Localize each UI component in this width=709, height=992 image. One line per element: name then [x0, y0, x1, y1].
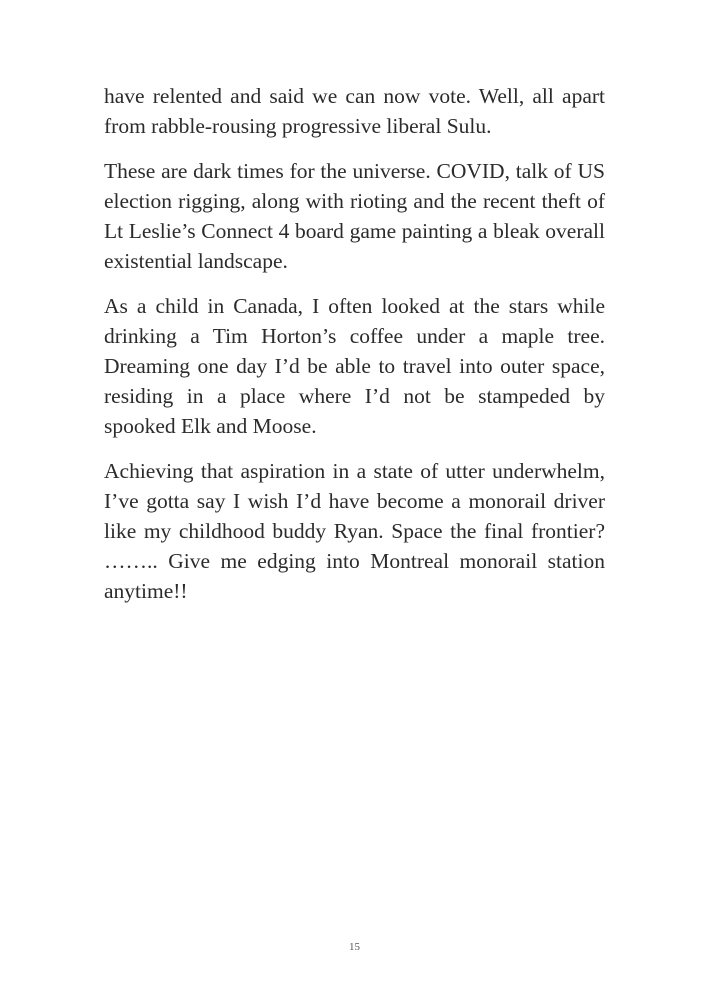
paragraph-3: As a child in Canada, I often looked at the stars while drinking a Tim Horton’s coffee under a maple tree. Dreaming one day I’d be able to travel into outer space, residing in a place where I’d not be stampeded by spooked Elk and Moose. — [104, 294, 605, 438]
paragraph-2: These are dark times for the universe. COVID, talk of US election rigging, along with rioting and the recent theft of Lt Leslie’s Connect 4 board game painting a bleak overall existential landscape. — [104, 159, 605, 273]
paragraph-4: Achieving that aspiration in a state of utter underwhelm, I’ve gotta say I wish I’d have become a monorail driver like my childhood buddy Ryan. Space the final frontier? …….. Give me edging into Montreal monorail station anytime!! — [104, 459, 605, 603]
body-text — [104, 81, 605, 621]
paragraph-1: have relented and said we can now vote. Well, all apart from rabble-rousing progressive liberal Sulu. — [104, 84, 605, 138]
page-number: 15 — [349, 941, 360, 953]
